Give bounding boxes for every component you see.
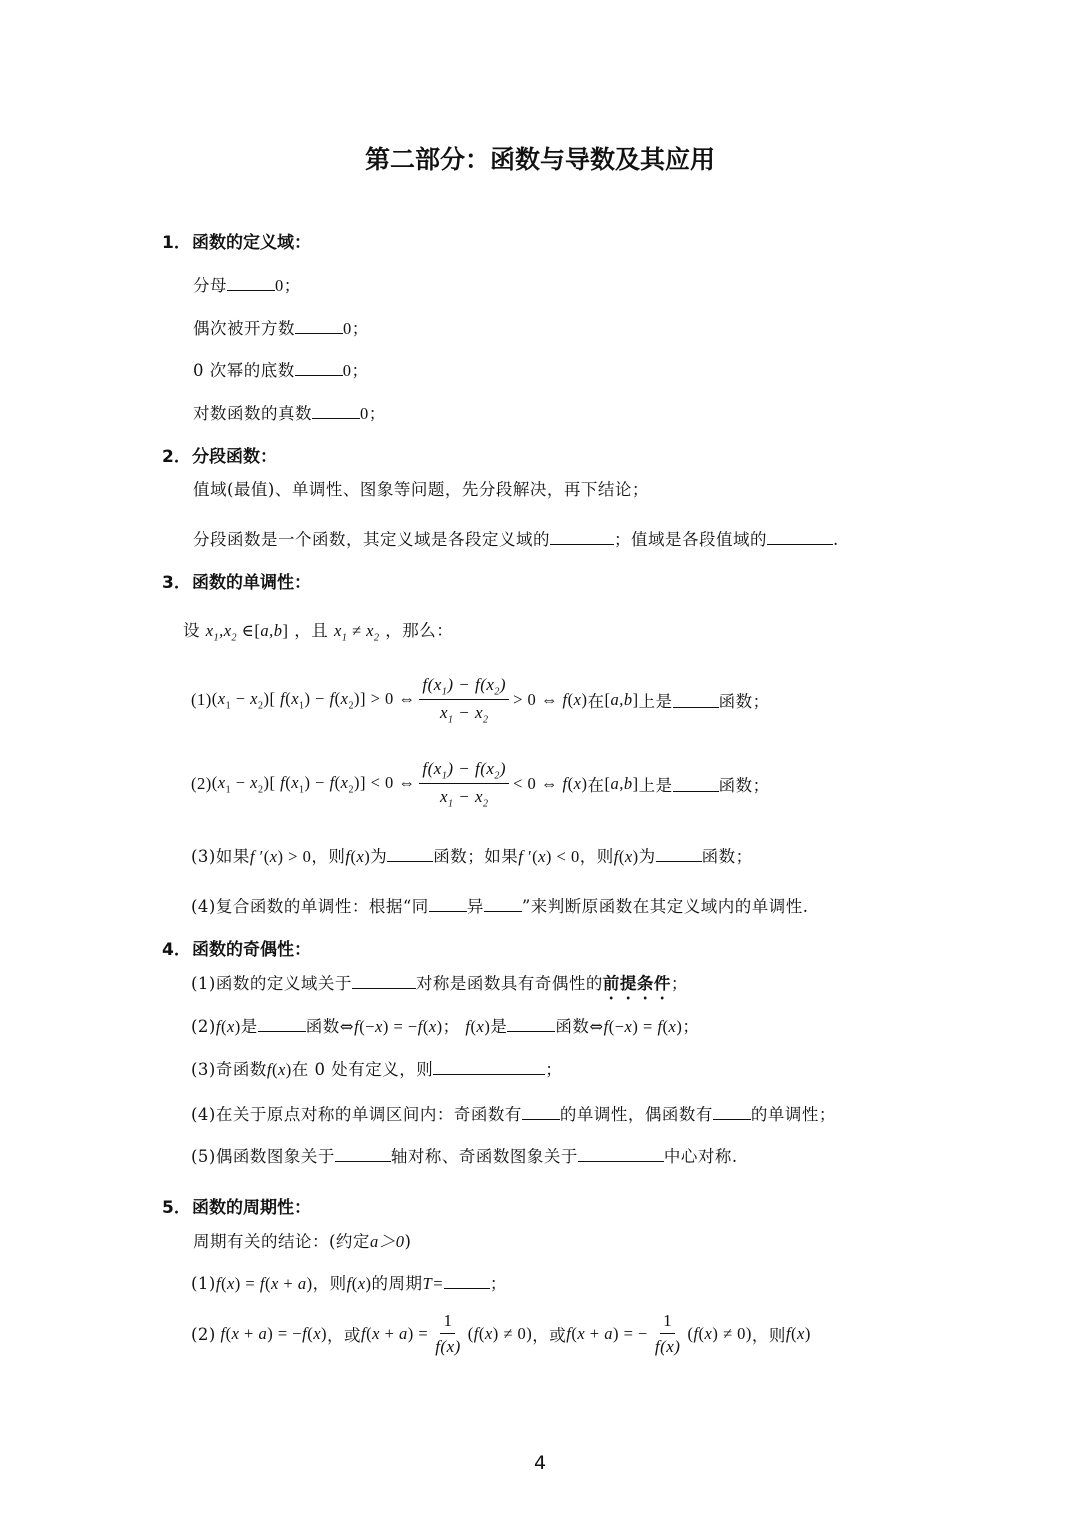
domain-rule-denominator: 分母 0； [193, 276, 301, 295]
answer-blank[interactable] [335, 1147, 391, 1162]
derivative-monotonic-rule: (3)如果f ′(x) > 0，则f(x)为 函数；如果f ′(x) < 0，则f(x)为 函数； [191, 847, 753, 866]
monotonic-decreasing-rule: (2) $(x_1 - x_2)$[ $f(x_1) - f(x_2)] < 0$ ⇔ $\frac{f(x_1) - f(x_2)}{x_1 - x_2}$ < 0 ⇔ f(x) 在 [a,b] 上是 函数； [191, 758, 770, 810]
reciprocal-fraction: $\frac{1}{f(x)}$ [435, 1311, 461, 1356]
piecewise-domain-range: 分段函数是一个函数，其定义域是各段定义域的 ；值域是各段值域的 . [193, 530, 839, 549]
domain-rule-zero-power: 0 次幂的底数 0； [193, 361, 369, 380]
answer-blank[interactable] [578, 1147, 664, 1162]
domain-rule-log: 对数函数的真数 0； [193, 404, 386, 423]
odd-function-zero: (3)奇函数f(x)在 0 处有定义，则 ； [191, 1060, 563, 1079]
answer-blank[interactable] [673, 693, 719, 708]
emphasis-text: 前提条件 [602, 974, 671, 993]
section-heading-4: 4．函数的奇偶性： [162, 940, 311, 960]
answer-blank[interactable] [507, 1017, 555, 1032]
composite-monotonic-rule: (4)复合函数的单调性：根据“同 异 ”来判断原函数在其定义域内的单调性. [191, 897, 809, 916]
answer-blank[interactable] [312, 404, 360, 419]
parity-symmetry: (5)偶函数图象关于 轴对称、奇函数图象关于 中心对称. [191, 1147, 738, 1166]
parity-premise: (1)函数的定义域关于 对称是函数具有奇偶性的前提条件； [191, 974, 688, 993]
answer-blank[interactable] [656, 847, 702, 862]
answer-blank[interactable] [258, 1017, 306, 1032]
answer-blank[interactable] [484, 897, 522, 912]
answer-blank[interactable] [433, 1060, 545, 1075]
answer-blank[interactable] [550, 530, 614, 545]
page-number: 4 [533, 1452, 547, 1474]
answer-blank[interactable] [522, 1105, 560, 1120]
parity-definitions: (2)f(x)是 函数⇔f(−x) = −f(x)； f(x)是 函数⇔f(−x) = f(x)； [191, 1017, 700, 1036]
answer-blank[interactable] [387, 847, 433, 862]
answer-blank[interactable] [767, 530, 833, 545]
answer-blank[interactable] [295, 361, 343, 376]
period-rule-2: (2) f(x + a) = −f(x) ，或 f(x + a) = $\frac{1}{f(x)}$ (f(x) ≠ 0) ，或 f(x + a) = − $\frac{1}{f(x)}$ (f(x) ≠ 0) ，则 f(x) [191, 1311, 811, 1356]
piecewise-note: 值域(最值)、单调性、图象等问题，先分段解决，再下结论； [193, 480, 649, 499]
answer-blank[interactable] [673, 777, 719, 792]
difference-quotient: $\frac{f(x_1) - f(x_2)}{x_1 - x_2}$ [419, 759, 509, 810]
difference-quotient: $\frac{f(x_1) - f(x_2)}{x_1 - x_2}$ [419, 675, 509, 726]
answer-blank[interactable] [295, 319, 343, 334]
answer-blank[interactable] [429, 897, 467, 912]
section-heading-1: 1．函数的定义域： [162, 233, 311, 253]
parity-monotonic: (4)在关于原点对称的单调区间内：奇函数有 的单调性，偶函数有 的单调性； [191, 1105, 836, 1124]
answer-blank[interactable] [444, 1274, 490, 1289]
negative-reciprocal-fraction: $\frac{1}{f(x)}$ [654, 1311, 681, 1356]
page-title: 第二部分：函数与导数及其应用 [364, 145, 715, 174]
period-intro: 周期有关的结论：(约定a＞0) [193, 1232, 412, 1251]
answer-blank[interactable] [352, 974, 416, 989]
answer-blank[interactable] [227, 276, 275, 291]
section-heading-2: 2．分段函数： [162, 447, 277, 467]
period-rule-1: (1)f(x) = f(x + a)，则f(x)的周期T= ； [191, 1274, 507, 1293]
section-heading-5: 5．函数的周期性： [162, 1198, 311, 1218]
monotonic-premise: 设 $x_1,x_2$ ∈[a,b] ，且 $x_1 \ne x_2$ ，那么： [183, 621, 454, 644]
answer-blank[interactable] [713, 1105, 751, 1120]
monotonic-increasing-rule: (1) $(x_1 - x_2)$[ $f(x_1) - f(x_2)] > 0$ ⇔ $\frac{f(x_1) - f(x_2)}{x_1 - x_2}$ > 0 ⇔ f(x) 在 [a,b] 上是 函数； [191, 674, 770, 726]
section-heading-3: 3．函数的单调性： [162, 573, 311, 593]
domain-rule-even-root: 偶次被开方数 0； [193, 319, 369, 338]
